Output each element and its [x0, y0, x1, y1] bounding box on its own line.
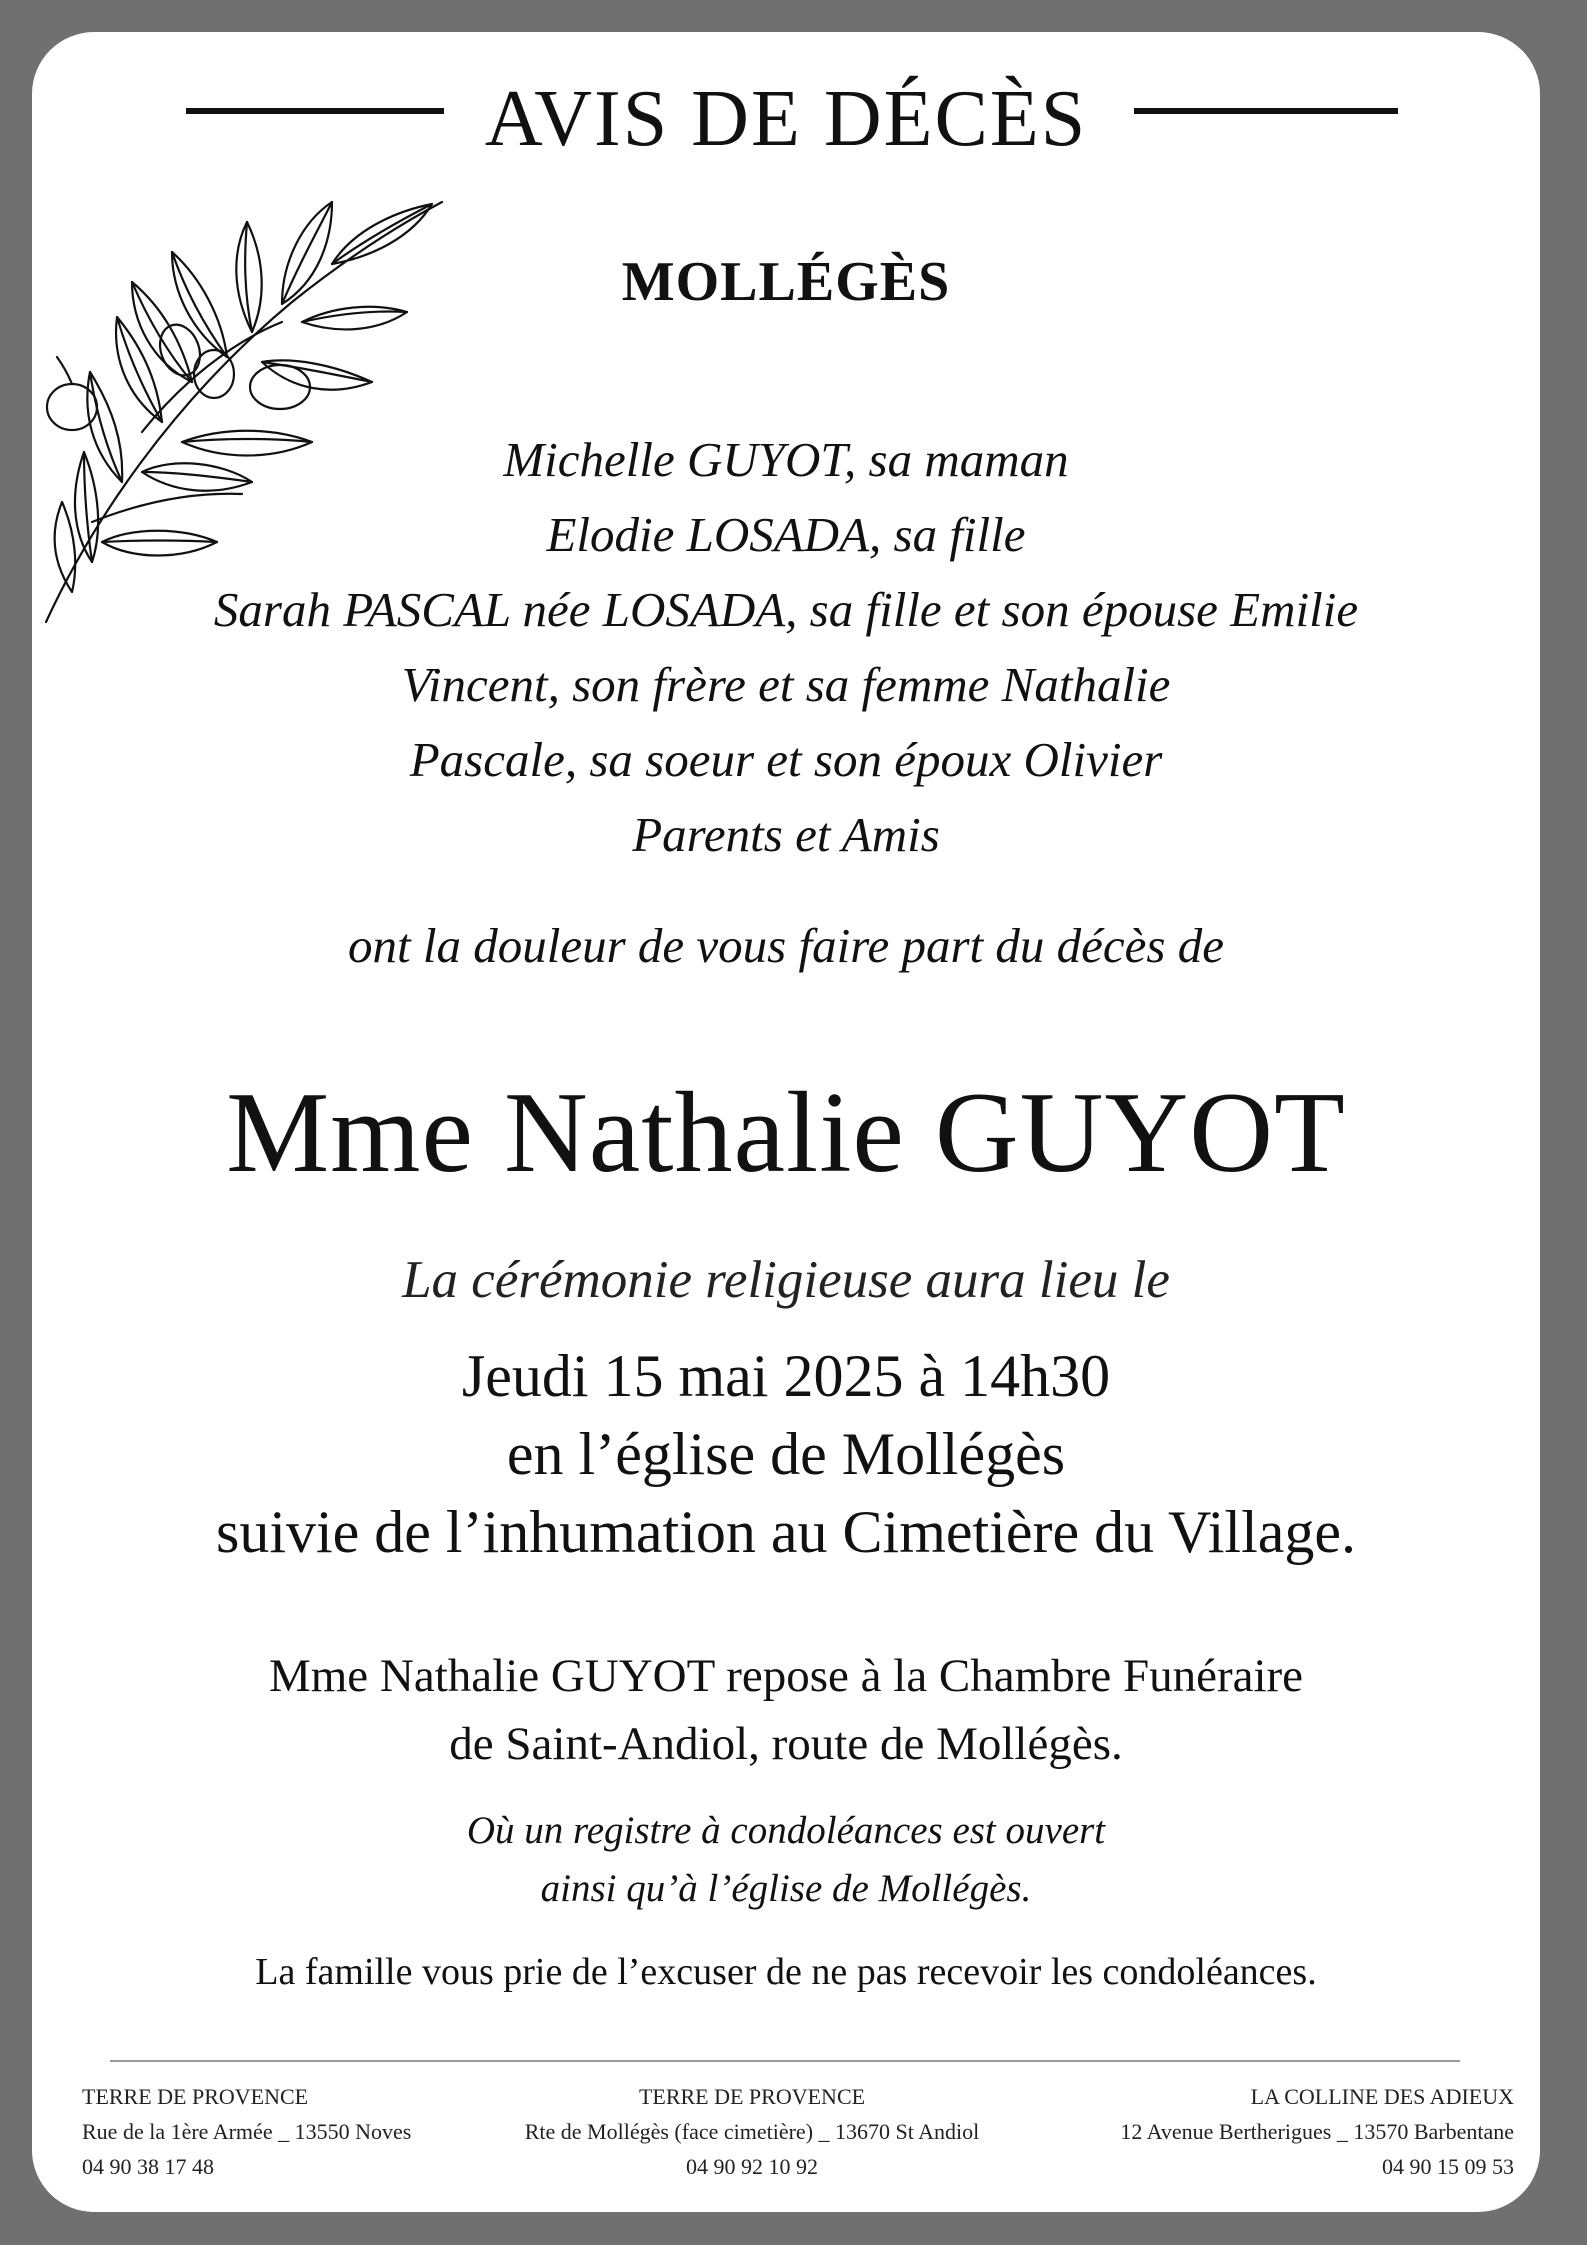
- family-member: Parents et Amis: [632, 807, 940, 862]
- registry-line: Où un registre à condoléances est ouvert: [466, 1809, 1106, 1852]
- agency-address: Rue de la 1ère Armée _ 13550 Noves: [82, 2119, 412, 2144]
- agency-phone: 04 90 92 10 92: [686, 2154, 818, 2179]
- family-list: [32, 422, 1540, 872]
- ceremony-place: en l’église de Mollégès: [506, 1421, 1066, 1487]
- family-member: Sarah PASCAL née LOSADA, sa fille et son épouse Emilie: [213, 582, 1359, 637]
- notice-title: AVIS DE DÉCÈS: [484, 75, 1088, 163]
- family-member: Elodie LOSADA, sa fille: [546, 507, 1026, 562]
- agency-address: Rte de Mollégès (face cimetière) _ 13670 St Andiol: [524, 2119, 980, 2144]
- footer-divider: [110, 2060, 1460, 2062]
- ceremony-burial: suivie de l’inhumation au Cimetière du Village.: [215, 1499, 1357, 1565]
- deceased-name: Mme Nathalie GUYOT: [226, 1069, 1346, 1197]
- agency-phone: 04 90 15 09 53: [1382, 2154, 1514, 2179]
- agency-name: TERRE DE PROVENCE: [638, 2084, 866, 2109]
- agency-phone: 04 90 38 17 48: [82, 2154, 214, 2179]
- agency-name: LA COLLINE DES ADIEUX: [1250, 2084, 1514, 2109]
- ceremony-date: Jeudi 15 mai 2025 à 14h30: [461, 1343, 1111, 1409]
- registry-info: [32, 1802, 1540, 1918]
- family-member: Vincent, son frère et sa femme Nathalie: [401, 657, 1171, 712]
- excuse-note: La famille vous prie de l’excuser de ne pas recevoir les condoléances.: [255, 1951, 1317, 1993]
- obituary-card: [32, 32, 1540, 2212]
- family-member: Michelle GUYOT, sa maman: [503, 432, 1069, 487]
- announcement: ont la douleur de vous faire part du décès de: [348, 918, 1224, 973]
- town-name: MOLLÉGÈS: [621, 251, 951, 313]
- repose-info: [32, 1642, 1540, 1778]
- agency-name: TERRE DE PROVENCE: [82, 2084, 309, 2109]
- footer-agency-barbentane: [1120, 2079, 1514, 2184]
- registry-line: ainsi qu’à l’église de Mollégès.: [540, 1867, 1032, 1910]
- repose-line: Mme Nathalie GUYOT repose à la Chambre Funéraire: [268, 1650, 1304, 1702]
- agency-address: 12 Avenue Bertherigues _ 13570 Barbentane: [1120, 2119, 1514, 2144]
- family-member: Pascale, sa soeur et son époux Olivier: [409, 732, 1163, 787]
- repose-line: de Saint-Andiol, route de Mollégès.: [449, 1718, 1123, 1770]
- ceremony-intro: La cérémonie religieuse aura lieu le: [402, 1251, 1170, 1309]
- ceremony-details: [32, 1337, 1540, 1571]
